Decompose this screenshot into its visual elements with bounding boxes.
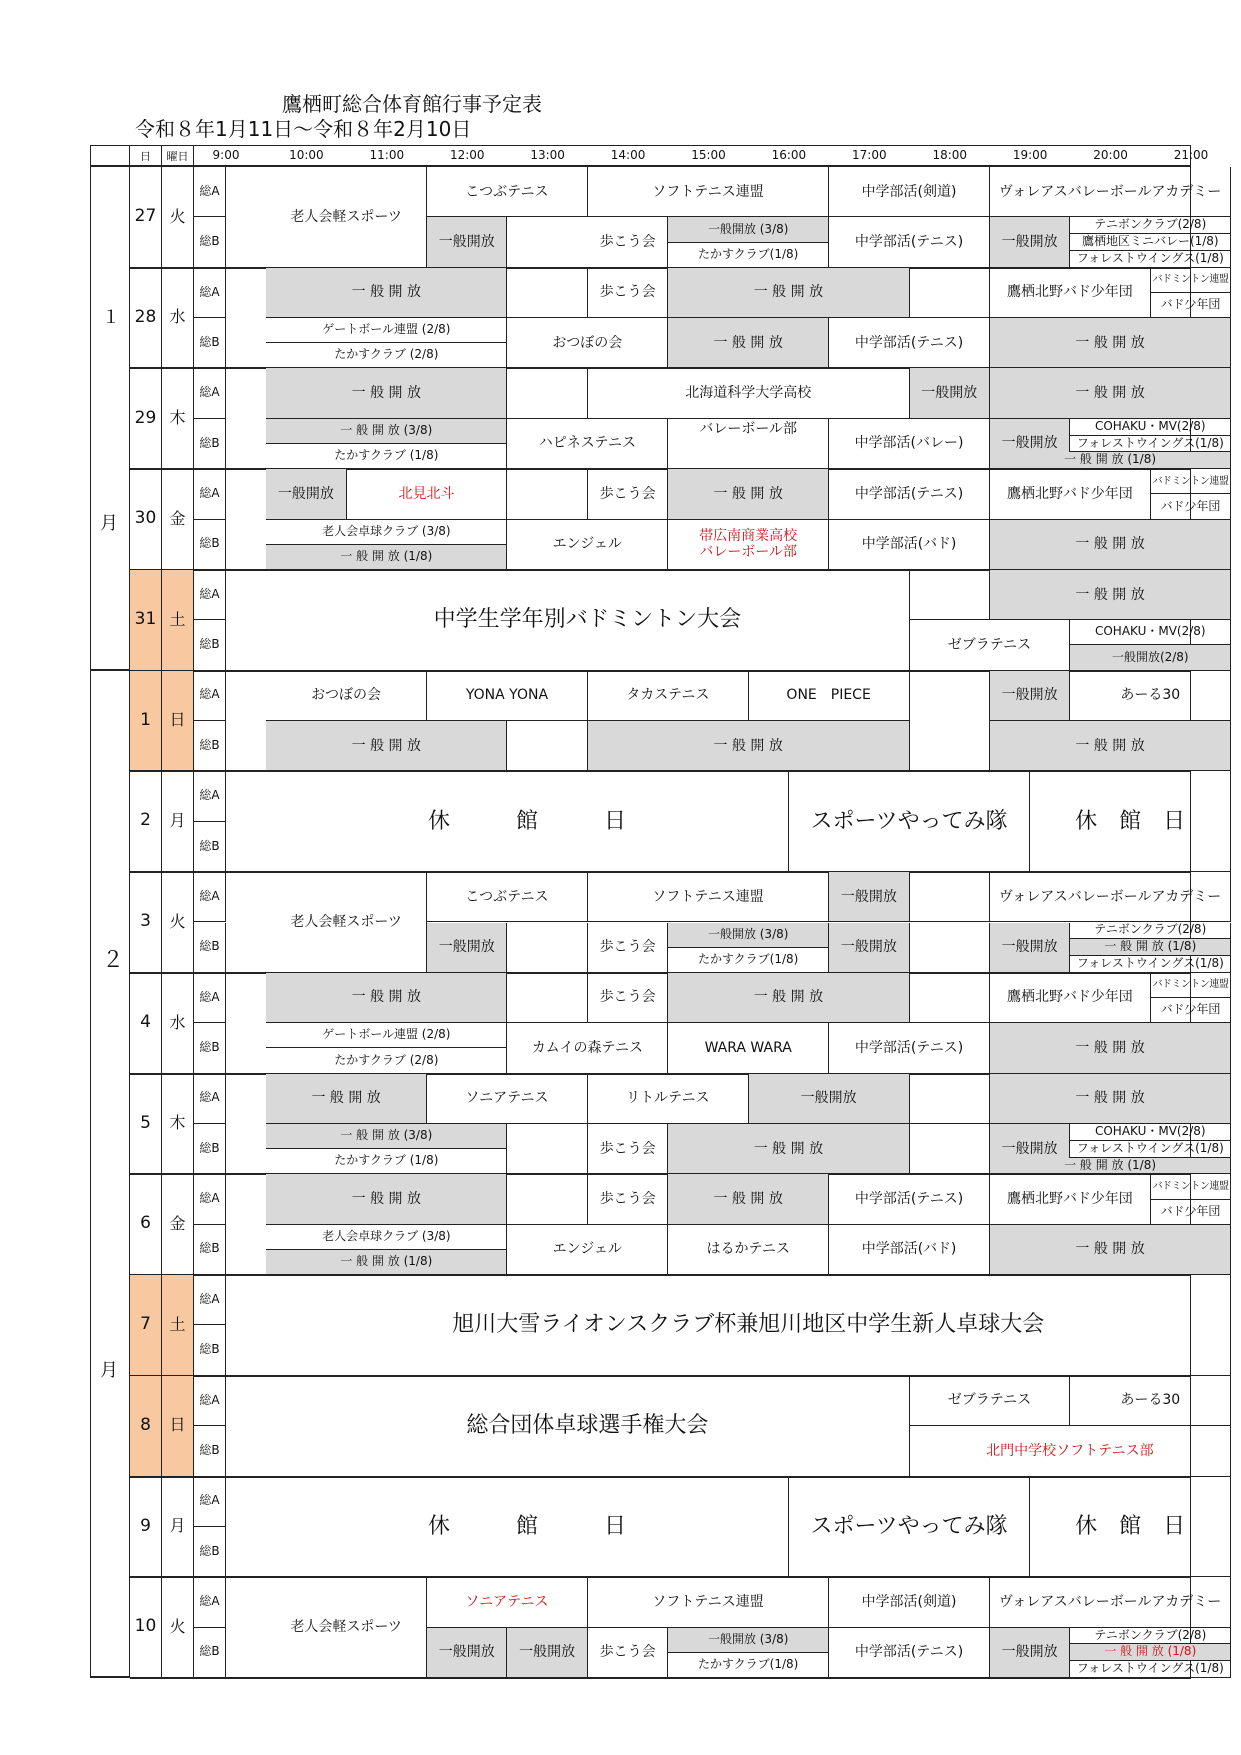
time-label: 14:00 [610,148,646,162]
schedule-cell: フォレストウイングス(1/8) [1070,251,1231,268]
schedule-cell: たかすクラブ(1/8) [668,1653,829,1678]
time-label: 15:00 [691,148,726,162]
schedule-cell: 鷹栖北野バド少年団 [990,1174,1151,1224]
schedule-cell: 中学部活(テニス) [829,1174,990,1224]
schedule-cell: 中学部活(バレー) [829,419,990,469]
schedule-cell: 一般開放 [910,368,990,418]
schedule-cell: 歩こう会 [588,923,668,973]
schedule-cell: 老人会卓球クラブ (3/8) [266,1225,507,1250]
time-label: 17:00 [852,148,887,162]
schedule-cell: ヴォレアスバレーボールアカデミー [990,1577,1231,1627]
schedule-cell: 一 般 開 放 [266,368,507,418]
schedule-cell: 一 般 開 放 [588,721,910,771]
schedule-cell: バド少年団 [1151,494,1231,519]
month-feb-suffix: 月 [100,1359,118,1381]
schedule-cell: 一般開放 [990,419,1070,469]
day-number: 1 [130,671,162,772]
schedule-cell [507,1124,587,1174]
time-label: 16:00 [771,148,807,162]
court-b-label: 総B [194,318,226,368]
court-b-label: 総B [194,620,226,670]
schedule-cell: 一 般 開 放 [990,1225,1231,1275]
weekday: 金 [162,469,194,570]
day-number: 6 [130,1174,162,1275]
month-feb [90,671,130,1678]
schedule-cell: 休 館 日 [266,1477,789,1578]
court-b-label: 総B [194,923,226,973]
cell-line: バレーボール部 [699,544,798,561]
schedule-cell: 中学生学年別バドミントン大会 [266,570,909,671]
court-a-label: 総A [194,469,226,519]
schedule-cell: 一 般 開 放 [990,318,1231,368]
day-number: 30 [130,469,162,570]
schedule-cell: 北見北斗 [347,469,508,519]
schedule-cell: 中学部活(テニス) [829,469,990,519]
schedule-cell: 中学部活(バド) [829,520,990,570]
time-label: 9:00 [212,148,240,162]
weekday: 木 [162,1074,194,1175]
court-b-label: 総B [194,1023,226,1073]
schedule-cell: フォレストウイングス(1/8) [1070,1661,1231,1678]
schedule-cell: 総合団体卓球選手権大会 [266,1376,909,1477]
schedule-cell: 中学部活(テニス) [829,1023,990,1073]
court-b-label: 総B [194,1325,226,1375]
schedule-cell: おつぼの会 [507,318,668,368]
schedule-cell: 鷹栖北野バド少年団 [990,973,1151,1023]
day-number: 10 [130,1577,162,1678]
court-a-label: 総A [194,1074,226,1124]
schedule-cell [910,1124,990,1174]
schedule-cell: 老人会軽スポーツ [266,872,427,973]
schedule-cell: ONE PIECE [749,671,910,721]
weekday: 日 [162,671,194,772]
schedule-cell: 一般開放 [507,1628,587,1678]
weekday: 水 [162,268,194,369]
schedule-cell: フォレストウイングス(1/8) [1070,956,1231,973]
schedule-cell: バドミントン連盟 [1151,268,1231,293]
schedule-cell: バドミントン連盟 [1151,469,1231,494]
schedule-cell: 老人会軽スポーツ [266,167,427,268]
schedule-cell [910,1074,990,1124]
schedule-cell: 一般開放 (3/8) [668,923,829,948]
schedule-cell: ソニアテニス [427,1074,588,1124]
schedule-cell: 一 般 開 放 [990,520,1231,570]
schedule-cell: 鷹栖北野バド少年団 [990,469,1151,519]
month-jan-suffix: 月 [100,513,118,535]
day-number: 2 [130,771,162,872]
schedule-cell: 一般開放 [427,217,507,267]
schedule-cell: 歩こう会 [588,1124,668,1174]
day-number: 8 [130,1376,162,1477]
schedule-cell: こつぶテニス [427,872,588,922]
month-jan-number: １ [102,306,120,328]
schedule-cell: 一般開放 [990,1124,1070,1174]
court-b-label: 総B [194,419,226,469]
schedule-cell: 一 般 開 放 [266,268,507,318]
schedule-cell: 一般開放 [749,1074,910,1124]
schedule-cell: バド少年団 [1151,1200,1231,1225]
schedule-cell: 一般開放 [427,923,507,973]
schedule-cell: 一 般 開 放 [668,1124,909,1174]
court-b-label: 総B [194,1426,226,1476]
schedule-cell: 一般開放 [990,671,1070,721]
schedule-cell: 一般開放(2/8) [1070,645,1231,670]
schedule-cell: フォレストウイングス(1/8) [1070,436,1231,453]
schedule-cell: 一 般 開 放 (1/8) [266,545,507,570]
schedule-cell [910,268,990,318]
schedule-cell: エンジェル [507,1225,668,1275]
schedule-cell: ソフトテニス連盟 [588,872,829,922]
schedule-cell: たかすクラブ (2/8) [266,343,507,368]
schedule-cell [507,368,587,418]
schedule-cell: 歩こう会 [588,469,668,519]
schedule-cell: 休 館 日 [266,771,789,872]
schedule-cell: あーる30 [1070,1376,1231,1426]
schedule-cell: 一 般 開 放 [266,973,507,1023]
court-b-label: 総B [194,721,226,771]
schedule-cell: 一 般 開 放 [668,1174,829,1224]
schedule-cell: 一 般 開 放 (1/8) [990,1158,1231,1175]
schedule-cell: カムイの森テニス [507,1023,668,1073]
schedule-cell: 一般開放 (3/8) [668,1628,829,1653]
court-a-label: 総A [194,368,226,418]
schedule-cell: 一般開放 [990,1628,1070,1678]
schedule-cell: 鷹栖地区ミニバレー(1/8) [1070,234,1231,251]
time-label: 11:00 [369,148,405,162]
schedule-cell: バド少年団 [1151,998,1231,1023]
weekday: 木 [162,368,194,469]
schedule-cell: 中学部活(バド) [829,1225,990,1275]
schedule-cell: 中学部活(剣道) [829,1577,990,1627]
schedule-cell [507,268,587,318]
schedule-cell: 休 館 日 [1030,771,1231,872]
day-number: 4 [130,973,162,1074]
schedule-cell: たかすクラブ(1/8) [668,243,829,268]
schedule-cell: 一般開放 [829,872,909,922]
schedule-cell [910,973,990,1023]
schedule-cell [507,923,587,973]
schedule-cell: テニボンクラブ(2/8) [1070,923,1231,940]
schedule-cell: 一 般 開 放 (1/8) [990,452,1231,469]
time-label: 13:00 [530,148,565,162]
schedule-cell: 一 般 開 放 [990,1023,1231,1073]
day-number: 9 [130,1477,162,1578]
schedule-cell: 一 般 開 放 [266,1174,507,1224]
schedule-cell: COHAKU・MV(2/8) [1070,419,1231,436]
court-b-label: 総B [194,217,226,267]
schedule-cell: 一 般 開 放 (1/8) [266,1250,507,1275]
court-b-label: 総B [194,1527,226,1577]
schedule-cell: 歩こう会 [588,217,668,267]
weekday: 火 [162,872,194,973]
schedule-cell: 中学部活(テニス) [829,1628,990,1678]
schedule-cell: 鷹栖北野バド少年団 [990,268,1151,318]
schedule-cell: 一般開放 [427,1628,507,1678]
schedule-cell: こつぶテニス [427,167,588,217]
schedule-cell: 一 般 開 放 [990,368,1231,418]
schedule-cell: 一 般 開 放 [668,318,829,368]
schedule-cell: テニボンクラブ(2/8) [1070,217,1231,234]
time-label: 21:00 [1173,148,1209,162]
schedule-cell [910,923,990,973]
court-a-label: 総A [194,872,226,922]
schedule-cell: バドミントン連盟 [1151,973,1231,998]
schedule-cell: 中学部活(剣道) [829,167,990,217]
court-a-label: 総A [194,167,226,217]
court-a-label: 総A [194,671,226,721]
schedule-cell: バドミントン連盟 [1151,1174,1231,1199]
schedule-cell: たかすクラブ(1/8) [668,948,829,973]
schedule-cell: ハピネステニス [507,419,668,469]
court-a-label: 総A [194,1275,226,1325]
schedule-cell: たかすクラブ (1/8) [266,444,507,469]
court-b-label: 総B [194,1124,226,1174]
court-b-label: 総B [194,1628,226,1678]
schedule-cell: バレーボール部 [668,419,829,469]
schedule-cell: 一 般 開 放 [668,469,829,519]
schedule-cell [668,520,829,570]
weekday: 土 [162,570,194,671]
schedule-cell: 一 般 開 放 [668,973,909,1023]
schedule-cell: 一般開放 [990,217,1070,267]
weekday: 火 [162,1577,194,1678]
schedule-cell: ゼブラテニス [910,1376,1071,1426]
schedule-cell: 歩こう会 [588,973,668,1023]
schedule-cell [507,469,587,519]
schedule-cell: ヴォレアスバレーボールアカデミー [990,167,1231,217]
month-feb-number: ２ [102,947,125,973]
schedule-cell: 一 般 開 放 [990,570,1231,620]
day-number: 7 [130,1275,162,1376]
schedule-cell: WARA WARA [668,1023,829,1073]
day-number: 28 [130,268,162,369]
schedule-cell: 旭川大雪ライオンスクラブ杯兼旭川地区中学生新人卓球大会 [266,1275,1231,1376]
schedule-cell [507,973,587,1023]
schedule-cell: 一 般 開 放 (3/8) [266,1124,507,1149]
time-label: 18:00 [932,148,968,162]
weekday: 日 [162,1376,194,1477]
weekday: 月 [162,1477,194,1578]
schedule-cell: YONA YONA [427,671,588,721]
court-a-label: 総A [194,268,226,318]
schedule-cell: たかすクラブ (2/8) [266,1048,507,1073]
schedule-cell: 北海道科学大学高校 [588,368,910,418]
court-a-label: 総A [194,570,226,620]
time-label: 20:00 [1093,148,1128,162]
schedule-cell: 一 般 開 放 (1/8) [1070,939,1231,956]
court-a-label: 総A [194,771,226,821]
schedule-cell: 休 館 日 [1030,1477,1231,1578]
schedule-cell: ゼブラテニス [910,620,1071,670]
schedule-cell: 北門中学校ソフトテニス部 [910,1426,1232,1476]
schedule-cell: あーる30 [1070,671,1231,721]
day-number: 5 [130,1074,162,1175]
schedule-cell: 一 般 開 放 (1/8) [1070,1644,1231,1661]
schedule-cell: 老人会卓球クラブ (3/8) [266,520,507,545]
court-a-label: 総A [194,1577,226,1627]
court-a-label: 総A [194,1174,226,1224]
schedule-cell [507,721,587,771]
header-day: 日 [130,145,162,167]
time-label: 19:00 [1012,148,1048,162]
schedule-cell: 一般開放 (3/8) [668,217,829,242]
schedule-cell: 一 般 開 放 [990,1074,1231,1124]
schedule-cell [910,570,990,620]
schedule-cell: リトルテニス [588,1074,749,1124]
page-title: 鷹栖町総合体育館行事予定表 [282,92,542,116]
schedule-cell: 一 般 開 放 [266,721,507,771]
court-b-label: 総B [194,1225,226,1275]
schedule-cell: 一 般 開 放 (3/8) [266,419,507,444]
cell-line: 帯広南商業高校 [699,528,798,545]
schedule-cell: たかすクラブ (1/8) [266,1149,507,1174]
time-label: 12:00 [449,148,485,162]
schedule-cell: COHAKU・MV(2/8) [1070,1124,1231,1141]
schedule-cell: 歩こう会 [588,1174,668,1224]
court-a-label: 総A [194,1376,226,1426]
schedule-cell: 歩こう会 [588,1628,668,1678]
month-jan [90,167,130,671]
schedule-cell: 歩こう会 [588,268,668,318]
schedule-cell: スポーツやってみ隊 [789,771,1030,872]
time-label: 10:00 [289,148,324,162]
period-subtitle: 令和８年1月11日～令和８年2月10日 [135,117,472,141]
court-a-label: 総A [194,973,226,1023]
schedule-cell: はるかテニス [668,1225,829,1275]
court-b-label: 総B [194,822,226,872]
day-number: 27 [130,167,162,268]
day-number: 31 [130,570,162,671]
schedule-cell: 中学部活(テニス) [829,318,990,368]
schedule-cell: 一 般 開 放 [668,268,909,318]
schedule-cell: スポーツやってみ隊 [789,1477,1030,1578]
schedule-cell: ヴォレアスバレーボールアカデミー [990,872,1231,922]
weekday: 水 [162,973,194,1074]
schedule-cell: 中学部活(テニス) [829,217,990,267]
court-b-label: 総B [194,520,226,570]
schedule-cell: 老人会軽スポーツ [266,1577,427,1678]
weekday: 月 [162,771,194,872]
schedule-cell [507,1174,587,1224]
header-weekday: 曜日 [162,145,194,167]
day-number: 3 [130,872,162,973]
schedule-cell: 一 般 開 放 [990,721,1231,771]
schedule-cell: おつぼの会 [266,671,427,721]
schedule-cell: ゲートボール連盟 (2/8) [266,318,507,343]
schedule-cell: ソフトテニス連盟 [588,167,829,217]
schedule-cell: 一般開放 [829,923,909,973]
day-number: 29 [130,368,162,469]
schedule-cell: ソニアテニス [427,1577,588,1627]
header-month [90,145,130,167]
schedule-cell: ソフトテニス連盟 [588,1577,829,1627]
schedule-cell: 一般開放 [266,469,346,519]
weekday: 土 [162,1275,194,1376]
schedule-cell [910,872,990,922]
schedule-cell: エンジェル [507,520,668,570]
schedule-cell: 一 般 開 放 [266,1074,427,1124]
schedule-cell: タカステニス [588,671,749,721]
court-a-label: 総A [194,1477,226,1527]
schedule-cell: COHAKU・MV(2/8) [1070,620,1231,645]
schedule-cell: フォレストウイングス(1/8) [1070,1141,1231,1158]
schedule-cell: バド少年団 [1151,293,1231,318]
schedule-cell [910,671,990,772]
schedule-cell: ゲートボール連盟 (2/8) [266,1023,507,1048]
schedule-cell: テニボンクラブ(2/8) [1070,1628,1231,1645]
weekday: 火 [162,167,194,268]
weekday: 金 [162,1174,194,1275]
schedule-cell: 一般開放 [990,923,1070,973]
